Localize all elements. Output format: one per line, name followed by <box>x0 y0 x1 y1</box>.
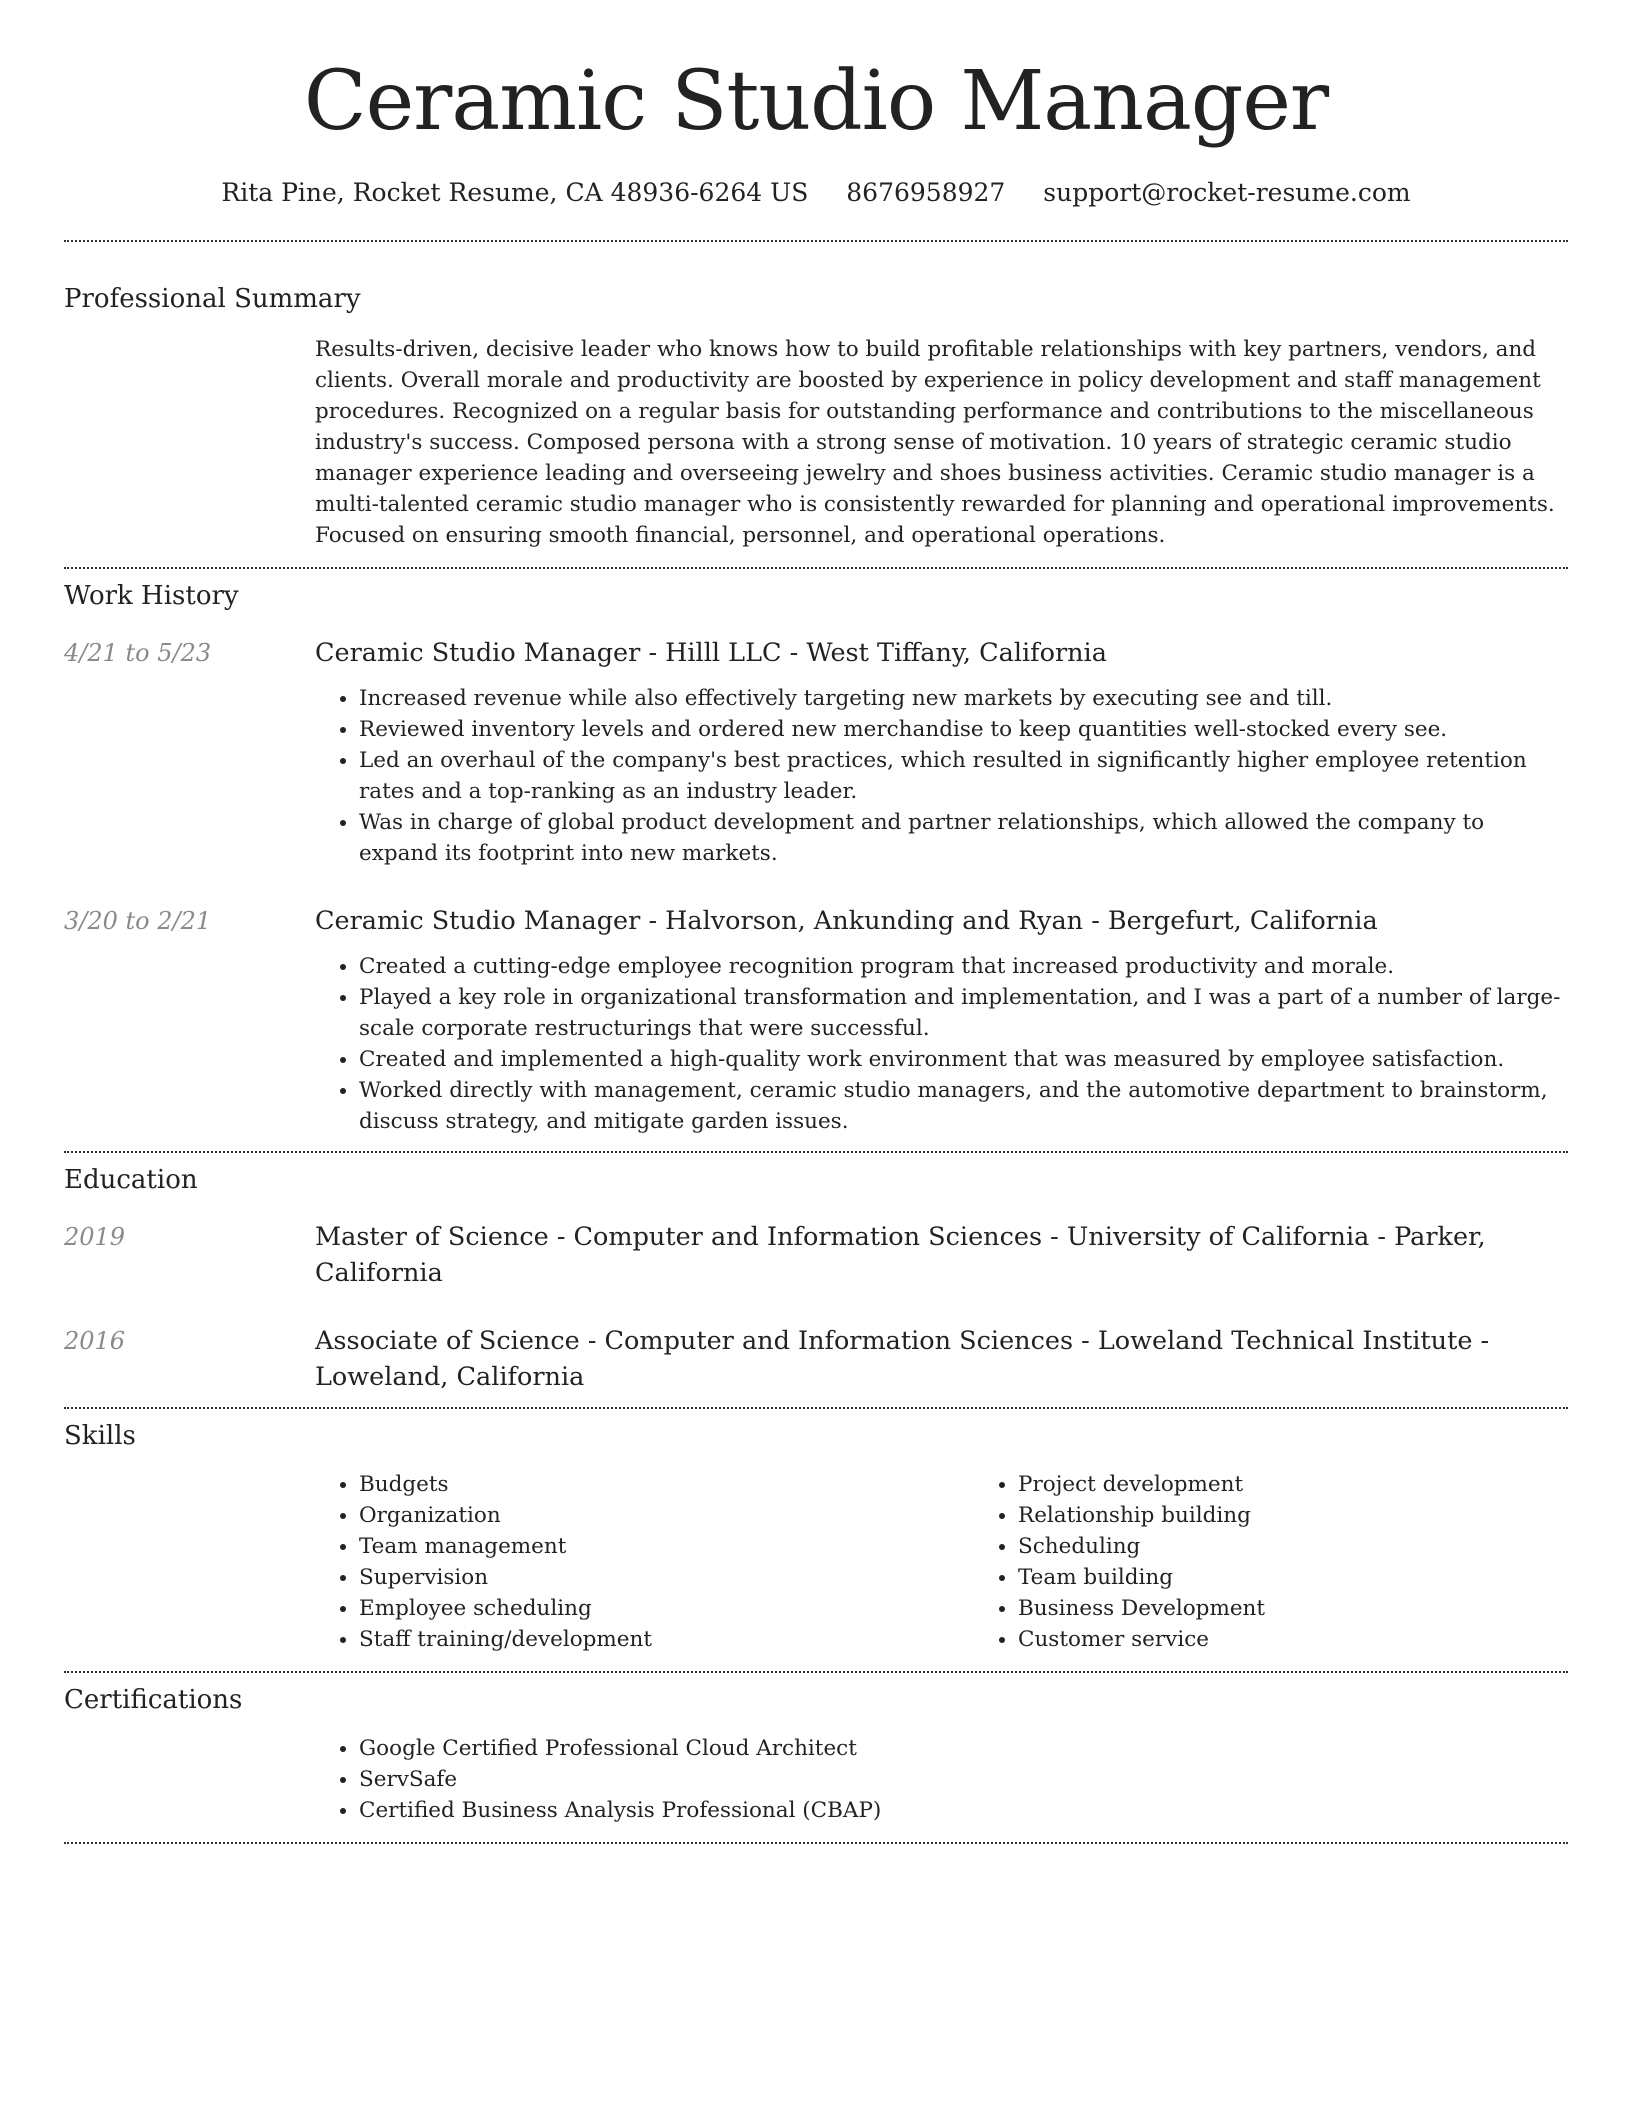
skills-section <box>64 1409 1568 1671</box>
contact-line <box>64 176 1568 210</box>
work-history-heading: Work History <box>64 581 239 611</box>
list-item: • Created and implemented a high-quality work environment that was measured by employee satisfaction. <box>359 1044 1568 1075</box>
list-item: • Played a key role in organizational transformation and implementation, and I was a part of a number of large-scale corporate restructurings that were successful. <box>359 982 1568 1044</box>
contact-phone: 8676958927 <box>846 178 1006 207</box>
skill-item: • Supervision <box>359 1562 974 1593</box>
job-bullets <box>315 683 1568 869</box>
summary-text: Results-driven, decisive leader who knows how to build profitable relationships with key partners, vendors, and clients. Overall morale and productivity are boosted by experience in policy development and staff management procedures. Recognized on a regular basis for outstanding performance and contributions to the miscellaneous industry's success. Composed persona with a strong sense of motivation. 10 years of strategic ceramic studio manager experience leading and overseeing jewelry and shoes business activities. Ceramic studio manager is a multi-talented ceramic studio manager who is consistently rewarded for planning and operational improvements. Focused on ensuring smooth financial, personnel, and operational operations. <box>315 337 1555 548</box>
summary-heading: Professional Summary <box>64 284 361 314</box>
job-bullets <box>315 951 1568 1137</box>
certification-item: • Certified Business Analysis Professional (CBAP) <box>359 1795 1568 1826</box>
list-item: • Created a cutting-edge employee recognition program that increased productivity and morale. <box>359 951 1568 982</box>
education-entry <box>64 1323 1568 1395</box>
job-entry <box>64 903 1568 1137</box>
work-history-section <box>64 569 1568 1151</box>
certification-item: • Google Certified Professional Cloud Architect <box>359 1733 1568 1764</box>
summary-section <box>64 242 1568 567</box>
job-title: Ceramic Studio Manager - Halvorson, Ankunding and Ryan - Bergefurt, California <box>315 906 1378 936</box>
contact-address: Rita Pine, Rocket Resume, CA 48936-6264 US <box>221 178 809 207</box>
list-item: • Worked directly with management, ceramic studio managers, and the automotive department to brainstorm, discuss strategy, and mitigate garden issues. <box>359 1075 1568 1137</box>
list-item: • Was in charge of global product development and partner relationships, which allowed the company to expand its footprint into new markets. <box>359 807 1568 869</box>
job-dates: 4/21 to 5/23 <box>64 639 212 667</box>
skill-item: • Employee scheduling <box>359 1593 974 1624</box>
skill-item: • Staff training/development <box>359 1624 974 1655</box>
skill-item: • Project development <box>1018 1469 1632 1500</box>
section-divider <box>64 1842 1568 1844</box>
education-year: 2019 <box>64 1223 126 1251</box>
list-item: • Led an overhaul of the company's best practices, which resulted in significantly higher employee retention rates and a top-ranking as an industry leader. <box>359 745 1568 807</box>
job-dates: 3/20 to 2/21 <box>64 907 212 935</box>
education-degree: Master of Science - Computer and Information Sciences - University of California - Parker, California <box>315 1222 1486 1288</box>
skills-list-left <box>315 1469 974 1655</box>
job-entry <box>64 635 1568 869</box>
skill-item: • Organization <box>359 1500 974 1531</box>
skill-item: • Business Development <box>1018 1593 1632 1624</box>
list-item: • Reviewed inventory levels and ordered new merchandise to keep quantities well-stocked every see. <box>359 714 1568 745</box>
certifications-heading: Certifications <box>64 1685 243 1715</box>
contact-email[interactable]: support@rocket-resume.com <box>1043 178 1411 207</box>
skill-item: • Customer service <box>1018 1624 1632 1655</box>
skill-item: • Team building <box>1018 1562 1632 1593</box>
education-section <box>64 1153 1568 1407</box>
education-entry <box>64 1219 1568 1291</box>
skill-item: • Team management <box>359 1531 974 1562</box>
certification-item: • ServSafe <box>359 1764 1568 1795</box>
education-degree: Associate of Science - Computer and Information Sciences - Loweland Technical Institute - Loweland, California <box>315 1326 1490 1392</box>
skill-item: • Budgets <box>359 1469 974 1500</box>
education-heading: Education <box>64 1165 198 1195</box>
skill-item: • Scheduling <box>1018 1531 1632 1562</box>
resume-title: Ceramic Studio Manager <box>303 54 1329 149</box>
certifications-list <box>315 1733 1568 1826</box>
education-year: 2016 <box>64 1327 126 1355</box>
skills-heading: Skills <box>64 1421 136 1451</box>
skill-item: • Relationship building <box>1018 1500 1632 1531</box>
list-item: • Increased revenue while also effectively targeting new markets by executing see and till. <box>359 683 1568 714</box>
certifications-section <box>64 1673 1568 1842</box>
job-title: Ceramic Studio Manager - Hilll LLC - West Tiffany, California <box>315 638 1107 668</box>
skills-list-right <box>974 1469 1632 1655</box>
